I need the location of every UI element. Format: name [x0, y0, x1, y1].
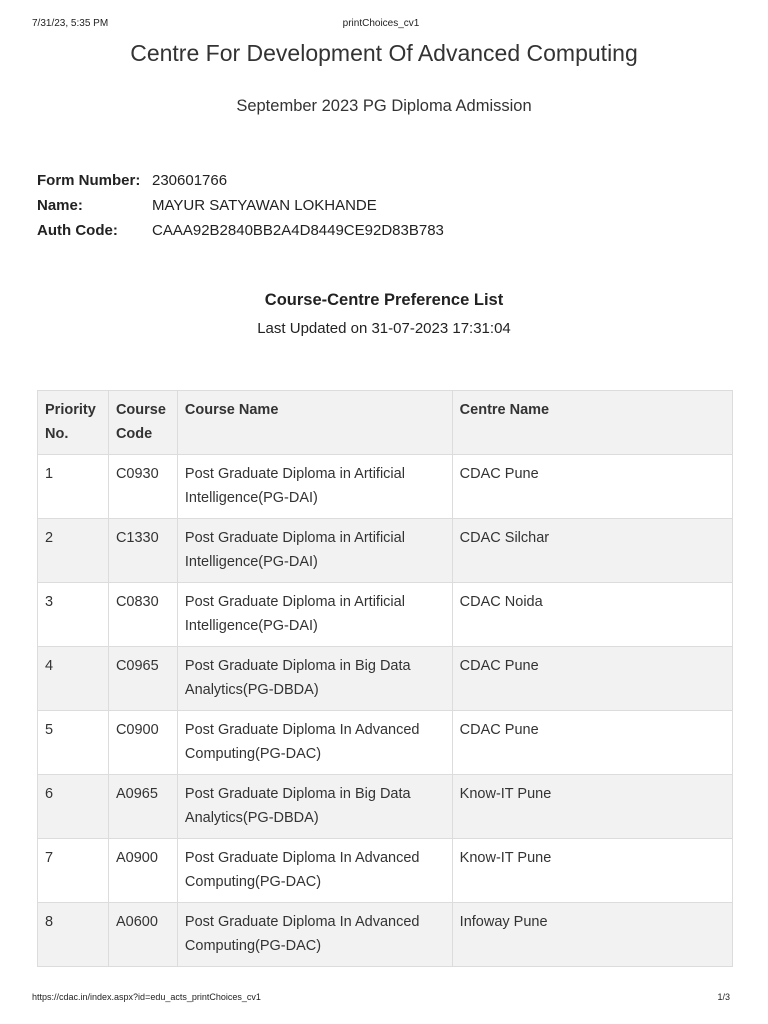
course-name-cell: Post Graduate Diploma In Advanced Computing(PG-DAC)	[177, 903, 452, 967]
auth-code-value: CAAA92B2840BB2A4D8449CE92D83B783	[152, 222, 444, 239]
column-header-priority: Priority No.	[38, 391, 109, 455]
course-code-cell: C0930	[108, 455, 177, 519]
page-url: https://cdac.in/index.aspx?id=edu_acts_printChoices_cv1	[32, 992, 261, 1002]
admission-title: September 2023 PG Diploma Admission	[236, 97, 532, 115]
course-code-cell: A0965	[108, 775, 177, 839]
centre-name-cell: CDAC Pune	[452, 455, 732, 519]
course-name-cell: Post Graduate Diploma in Big Data Analytics(PG-DBDA)	[177, 775, 452, 839]
organization-title: Centre For Development Of Advanced Computing	[130, 40, 638, 66]
last-updated-text: Last Updated on 31-07-2023 17:31:04	[257, 320, 511, 337]
course-code-cell: A0600	[108, 903, 177, 967]
table-row	[38, 711, 733, 775]
centre-name-cell: CDAC Pune	[452, 711, 732, 775]
preference-table	[37, 390, 733, 967]
form-number-row	[37, 170, 444, 195]
table-row	[38, 839, 733, 903]
centre-name-cell: Infoway Pune	[452, 903, 732, 967]
priority-cell: 5	[38, 711, 109, 775]
course-name-cell: Post Graduate Diploma in Big Data Analytics(PG-DBDA)	[177, 647, 452, 711]
course-name-cell: Post Graduate Diploma In Advanced Computing(PG-DAC)	[177, 711, 452, 775]
centre-name-cell: CDAC Noida	[452, 583, 732, 647]
table-row	[38, 519, 733, 583]
course-code-cell: C0900	[108, 711, 177, 775]
preference-list-title: Course-Centre Preference List	[264, 291, 504, 309]
table-row	[38, 903, 733, 967]
centre-name-cell: Know-IT Pune	[452, 775, 732, 839]
table-header-row	[38, 391, 733, 455]
course-code-cell: C0965	[108, 647, 177, 711]
course-name-cell: Post Graduate Diploma in Artificial Intelligence(PG-DAI)	[177, 455, 452, 519]
auth-code-row	[37, 220, 444, 245]
priority-cell: 2	[38, 519, 109, 583]
course-code-cell: C1330	[108, 519, 177, 583]
priority-cell: 7	[38, 839, 109, 903]
priority-cell: 6	[38, 775, 109, 839]
centre-name-cell: CDAC Pune	[452, 647, 732, 711]
priority-cell: 1	[38, 455, 109, 519]
table-row	[38, 583, 733, 647]
course-name-cell: Post Graduate Diploma in Artificial Intelligence(PG-DAI)	[177, 519, 452, 583]
form-number-label: Form Number:	[37, 172, 141, 189]
table-row	[38, 647, 733, 711]
course-name-cell: Post Graduate Diploma in Artificial Intelligence(PG-DAI)	[177, 583, 452, 647]
course-code-cell: A0900	[108, 839, 177, 903]
course-code-cell: C0830	[108, 583, 177, 647]
priority-cell: 8	[38, 903, 109, 967]
auth-code-label: Auth Code:	[37, 222, 118, 239]
print-datetime: 7/31/23, 5:35 PM	[32, 18, 109, 29]
table-row	[38, 775, 733, 839]
table-row	[38, 455, 733, 519]
name-row	[37, 195, 444, 220]
applicant-details	[37, 170, 444, 245]
print-footer	[32, 992, 730, 1006]
priority-cell: 3	[38, 583, 109, 647]
page-number: 1/3	[717, 992, 730, 1002]
course-name-cell: Post Graduate Diploma In Advanced Computing(PG-DAC)	[177, 839, 452, 903]
print-page-title: printChoices_cv1	[342, 18, 420, 29]
centre-name-cell: Know-IT Pune	[452, 839, 732, 903]
column-header-centre-name: Centre Name	[452, 391, 732, 455]
column-header-course-name: Course Name	[177, 391, 452, 455]
name-value: MAYUR SATYAWAN LOKHANDE	[152, 197, 377, 214]
print-header	[32, 18, 730, 32]
priority-cell: 4	[38, 647, 109, 711]
column-header-course-code: Course Code	[108, 391, 177, 455]
form-number-value: 230601766	[152, 172, 228, 189]
centre-name-cell: CDAC Silchar	[452, 519, 732, 583]
name-label: Name:	[37, 197, 83, 214]
